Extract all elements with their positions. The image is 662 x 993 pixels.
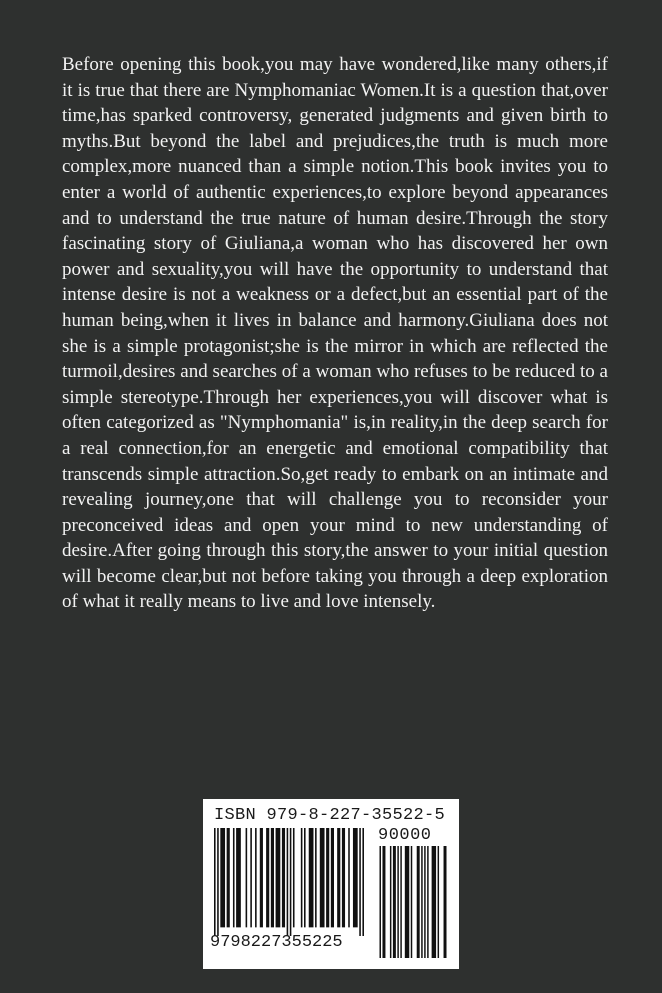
barcode-bar [444,846,447,958]
ean-digits: 9798227355225 [210,933,343,952]
barcode-bar [276,828,281,927]
barcode-bar [260,828,263,927]
addon-barcode [378,846,448,958]
barcode-bar [362,828,364,936]
barcode-bar [320,828,325,927]
barcode-bar [250,828,252,927]
barcode-bar [424,846,425,958]
barcode-bar [379,846,380,958]
barcode-bar [304,828,306,927]
barcode-bar [331,828,334,927]
barcode-bar [400,846,401,958]
barcode-bar [236,828,241,927]
barcode-bar [301,828,303,927]
barcode-bar [337,828,340,927]
barcode-bar [390,846,391,958]
barcode-bar [217,828,219,936]
barcode-bar [214,828,216,936]
blurb-text: Before opening this book,you may have wondered,like many others,if it is true that there are Nymphomaniac Women.It is a question that,over time,has sparked controversy, generated judgments and given birth to myths.But beyond the label and prejudices,the truth is much more complex,more nuanced than a simple notion.This book invites you to enter a world of authentic experiences,to explore beyond appearances and to understand the true nature of human desire.Through the story fascinating story of Giuliana,a woman who has discovered her own power and sexuality,you will have the opportunity to understand that intense desire is not a weakness or a defect,but an essential part of the human being,when it lives in balance and harmony.Giuliana does not she is a simple protagonist;she is the mirror in which are reflected the turmoil,desires and searches of a woman who refuses to be reduced to a simple stereotype.Through her experiences,you will discover what is often categorized as "Nymphomania" is,in reality,in the deep search for a real connection,for an energetic and emotional compatibility that transcends simple attraction.So,get ready to embark on an intimate and revealing journey,one that will challenge you to reconsider your preconceived ideas and open your mind to new understanding of desire.After going through this story,the answer to your initial question will become clear,but not before taking you through a deep exploration of what it really means to live and love intensely. [62,54,608,613]
ean13-barcode [214,828,364,936]
barcode-bar [342,828,345,927]
barcode-bar [255,828,257,927]
isbn-text: ISBN 979-8-227-35522-5 [214,806,446,825]
barcode-bar [293,828,295,927]
barcode-bar [438,846,439,958]
barcode-bar [246,828,248,927]
barcode-bar [427,846,428,958]
barcode-bar [421,846,422,958]
barcode-bar [233,828,235,927]
barcode-bar [417,846,420,958]
barcode-bar [397,846,398,958]
barcode-bar [315,828,317,927]
barcode-bar [411,846,412,958]
barcode-bar [326,828,329,927]
barcode-bar [405,846,409,958]
barcode-bar [348,828,350,927]
barcode-bar [290,828,292,936]
barcode-bar [220,828,225,927]
barcode-bar [432,846,436,958]
barcode-bar [393,846,396,958]
barcode-bar [282,828,285,927]
barcode-bar [382,846,385,958]
barcode-bar [227,828,230,927]
addon-digits: 90000 [378,826,432,845]
barcode-bar [353,828,358,927]
barcode-bar [359,828,361,936]
barcode-bar [271,828,274,927]
barcode-bar [266,828,269,927]
barcode-bar [309,828,314,927]
barcode-bar [287,828,289,936]
